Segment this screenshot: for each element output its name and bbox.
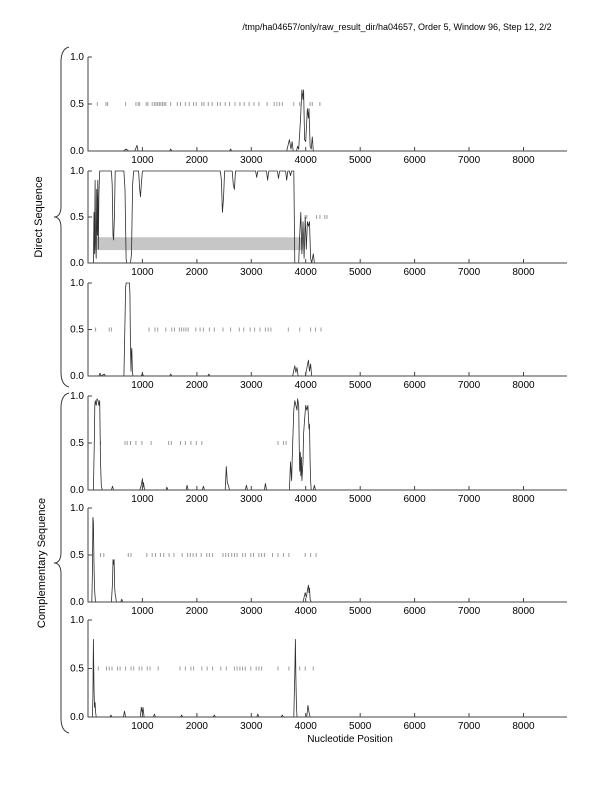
y-tick-label: 1.0 xyxy=(70,52,84,63)
x-tick-label: 7000 xyxy=(457,155,481,166)
codon-marks xyxy=(96,328,321,332)
x-tick-label: 4000 xyxy=(294,606,317,617)
y-tick-label: 0.5 xyxy=(70,550,84,561)
x-tick-label: 1000 xyxy=(131,494,154,505)
x-tick-label: 1000 xyxy=(131,606,154,617)
x-tick-label: 3000 xyxy=(240,380,263,391)
y-tick-label: 0.5 xyxy=(70,663,84,675)
x-tick-label: 1000 xyxy=(131,267,154,278)
x-tick-label: 3000 xyxy=(240,155,263,166)
y-tick-label: 0.0 xyxy=(70,371,84,382)
x-tick-label: 6000 xyxy=(403,155,426,166)
x-tick-label: 5000 xyxy=(349,380,372,391)
subplot-complementary-frame-3 xyxy=(54,615,581,738)
x-tick-label: 7000 xyxy=(457,721,481,732)
x-tick-label: 7000 xyxy=(457,606,481,617)
x-tick-label: 3000 xyxy=(240,494,263,505)
probability-curve xyxy=(88,517,556,602)
subplot-complementary-frame-1 xyxy=(54,391,581,511)
y-tick-label: 1.0 xyxy=(70,503,84,514)
probability-curve xyxy=(88,399,556,490)
x-tick-label: 3000 xyxy=(240,721,263,732)
codon-marks xyxy=(97,102,320,106)
axes-spines xyxy=(88,57,567,151)
x-tick-label: 8000 xyxy=(512,267,535,278)
subplot-direct-frame-1 xyxy=(54,52,581,172)
x-tick-label: 2000 xyxy=(185,267,208,278)
y-tick-label: 1.0 xyxy=(70,391,84,402)
x-tick-label: 2000 xyxy=(185,494,208,505)
x-tick-label: 8000 xyxy=(512,721,535,732)
x-tick-label: 1000 xyxy=(131,380,154,391)
x-tick-label: 1000 xyxy=(131,155,154,166)
axes-spines xyxy=(88,508,567,602)
x-tick-label: 4000 xyxy=(294,721,317,732)
highlight-band xyxy=(93,237,303,250)
y-tick-label: 0.0 xyxy=(70,146,84,157)
codon-marks xyxy=(98,667,313,671)
y-tick-label: 0.5 xyxy=(70,99,84,110)
x-tick-label: 7000 xyxy=(457,267,481,278)
x-tick-label: 7000 xyxy=(457,380,481,391)
y-tick-label: 0.5 xyxy=(70,438,84,449)
x-tick-label: 4000 xyxy=(294,380,317,391)
axes-spines xyxy=(88,396,567,490)
y-tick-label: 1.0 xyxy=(70,166,84,177)
x-tick-label: 2000 xyxy=(185,606,208,617)
x-tick-label: 6000 xyxy=(403,494,426,505)
y-tick-label: 0.0 xyxy=(70,597,84,608)
subplot-direct-frame-3 xyxy=(54,278,581,397)
x-tick-label: 6000 xyxy=(403,721,426,732)
probability-curve xyxy=(88,90,556,151)
x-tick-label: 5000 xyxy=(349,721,372,732)
x-tick-label: 4000 xyxy=(294,267,317,278)
y-tick-label: 0.5 xyxy=(70,212,84,223)
x-tick-label: 7000 xyxy=(457,494,481,505)
x-tick-label: 2000 xyxy=(185,155,208,166)
x-tick-label: 5000 xyxy=(349,267,372,278)
x-tick-label: 8000 xyxy=(512,380,535,391)
codon-marks xyxy=(101,441,287,445)
codon-marks xyxy=(305,215,327,219)
x-tick-label: 6000 xyxy=(403,606,426,617)
y-tick-label: 0.5 xyxy=(70,324,84,336)
x-tick-label: 2000 xyxy=(185,721,208,732)
x-tick-label: 3000 xyxy=(240,267,263,278)
x-tick-label: 6000 xyxy=(403,267,426,278)
y-tick-label: 1.0 xyxy=(70,615,84,626)
x-tick-label: 6000 xyxy=(403,380,426,391)
direct-sequence-label: Direct Sequence xyxy=(33,176,45,258)
x-tick-label: 1000 xyxy=(131,721,154,732)
y-tick-label: 1.0 xyxy=(70,278,84,289)
x-tick-label: 5000 xyxy=(349,494,372,505)
y-tick-label: 0.0 xyxy=(70,485,84,496)
x-tick-label: 4000 xyxy=(294,494,317,505)
axes-spines xyxy=(88,283,567,376)
x-tick-label: 5000 xyxy=(349,606,372,617)
x-tick-label: 4000 xyxy=(294,155,317,166)
figure-title: /tmp/ha04657/only/raw_result_dir/ha04657, Order 5, Window 96, Step 12, 2/2 xyxy=(242,22,552,32)
x-tick-label: 8000 xyxy=(512,155,535,166)
x-tick-label: 8000 xyxy=(512,494,535,505)
subplot-complementary-frame-2 xyxy=(54,503,581,623)
subplot-direct-frame-2 xyxy=(54,166,581,284)
x-tick-label: 5000 xyxy=(349,155,372,166)
axes-spines xyxy=(88,620,567,717)
complementary-sequence-label: Complementary Sequence xyxy=(36,497,48,629)
codon-marks xyxy=(101,553,317,557)
x-tick-label: 3000 xyxy=(240,606,263,617)
y-tick-label: 0.0 xyxy=(70,258,84,269)
x-tick-label: 8000 xyxy=(512,606,535,617)
x-tick-label: 2000 xyxy=(185,380,208,391)
probability-curve xyxy=(88,283,556,376)
y-tick-label: 0.0 xyxy=(70,712,84,723)
x-axis-label: Nucleotide Position xyxy=(307,734,393,745)
probability-curve xyxy=(88,639,556,717)
